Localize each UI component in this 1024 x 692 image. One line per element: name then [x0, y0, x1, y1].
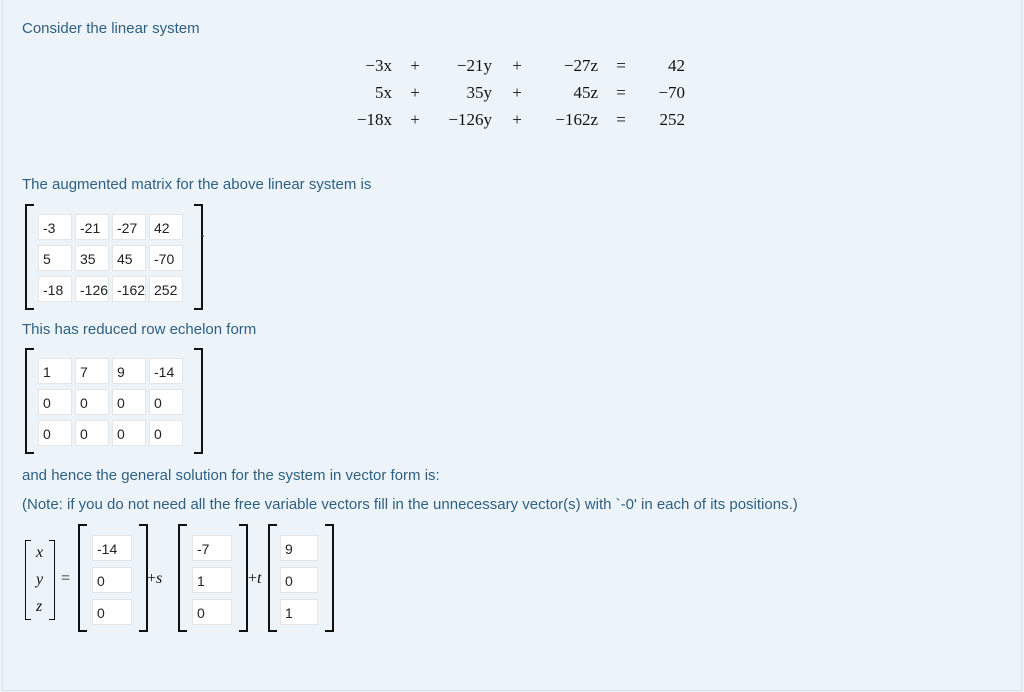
left-bracket: [25, 204, 34, 310]
right-bracket: [239, 524, 248, 632]
plus-t: +t: [248, 570, 262, 587]
rref-matrix-cell[interactable]: 0: [75, 420, 109, 446]
plus-sign: +: [410, 83, 420, 102]
equation-term: 5x: [375, 83, 392, 102]
equation-term: 252: [659, 110, 685, 129]
rref-matrix-cell[interactable]: 7: [75, 358, 109, 384]
rref-matrix: [25, 348, 203, 454]
particular-z-input[interactable]: 0: [92, 599, 132, 625]
rref-label: This has reduced row echelon form: [22, 321, 257, 338]
left-bracket: [25, 348, 34, 454]
augmented-matrix-cell[interactable]: 5: [38, 245, 72, 271]
s-y-input[interactable]: 1: [192, 567, 232, 593]
rref-matrix-cell[interactable]: 9: [112, 358, 146, 384]
equation-term: 35y: [466, 83, 492, 102]
t-vector: [268, 524, 334, 632]
plus-sign: +: [512, 110, 522, 129]
augmented-matrix-cell[interactable]: 42: [149, 214, 183, 240]
equation-term: −18x: [356, 110, 392, 129]
augmented-matrix-cell[interactable]: 45: [112, 245, 146, 271]
augmented-matrix-cell[interactable]: -126: [75, 276, 109, 302]
rref-matrix-cell[interactable]: 0: [112, 389, 146, 415]
var-x: x: [36, 544, 44, 561]
right-bracket: [49, 540, 55, 620]
equation-term: 45z: [573, 83, 598, 102]
equation-term: −21y: [456, 56, 492, 75]
augmented-matrix-cell[interactable]: -3: [38, 214, 72, 240]
s-z-input[interactable]: 0: [192, 599, 232, 625]
particular-vector: [78, 524, 148, 632]
augmented-matrix-cell[interactable]: -27: [112, 214, 146, 240]
left-bracket: [25, 540, 31, 620]
equation-term: 42: [668, 56, 685, 75]
augmented-matrix-cell[interactable]: -162: [112, 276, 146, 302]
rref-matrix-cell[interactable]: 0: [75, 389, 109, 415]
augmented-label: The augmented matrix for the above linear system is: [22, 176, 372, 193]
equation-term: −70: [658, 83, 685, 102]
augmented-matrix-cell[interactable]: 35: [75, 245, 109, 271]
rref-matrix-cell[interactable]: 0: [149, 420, 183, 446]
left-bracket: [178, 524, 187, 632]
equals-sign: =: [61, 570, 71, 587]
augmented-trailing-period: .: [201, 224, 206, 241]
rref-matrix-cell[interactable]: 0: [112, 420, 146, 446]
equation-term: −126y: [448, 110, 492, 129]
variable-vector: [25, 540, 55, 620]
linear-system: [340, 56, 690, 136]
particular-x-input[interactable]: -14: [92, 535, 132, 561]
right-bracket: [194, 348, 203, 454]
plus-sign: +: [512, 56, 522, 75]
t-x-input[interactable]: 9: [280, 535, 318, 561]
right-bracket: [325, 524, 334, 632]
plus-s: +s: [147, 570, 163, 587]
rref-matrix-cell[interactable]: 0: [149, 389, 183, 415]
augmented-matrix-cell[interactable]: -21: [75, 214, 109, 240]
var-z: z: [36, 598, 43, 615]
particular-y-input[interactable]: 0: [92, 567, 132, 593]
t-y-input[interactable]: 0: [280, 567, 318, 593]
solution-label: and hence the general solution for the system in vector form is:: [22, 467, 440, 484]
s-vector: [178, 524, 248, 632]
augmented-matrix-cell[interactable]: -18: [38, 276, 72, 302]
note-text: (Note: if you do not need all the free variable vectors fill in the unnecessary vector(s) with `-0' in each of its positions.): [22, 496, 798, 513]
left-bracket: [78, 524, 87, 632]
plus-sign: +: [512, 83, 522, 102]
s-x-input[interactable]: -7: [192, 535, 232, 561]
equals-sign: =: [616, 110, 626, 129]
augmented-matrix-cell[interactable]: 252: [149, 276, 183, 302]
augmented-matrix-cell[interactable]: -70: [149, 245, 183, 271]
plus-sign: +: [410, 56, 420, 75]
rref-matrix-cell[interactable]: 0: [38, 389, 72, 415]
t-z-input[interactable]: 1: [280, 599, 318, 625]
intro-text: Consider the linear system: [22, 20, 200, 37]
equation-term: −27z: [563, 56, 598, 75]
augmented-matrix: [25, 204, 206, 310]
var-y: y: [36, 571, 44, 588]
plus-sign: +: [410, 110, 420, 129]
right-bracket: [194, 204, 206, 310]
rref-matrix-cell[interactable]: 0: [38, 420, 72, 446]
rref-matrix-cell[interactable]: -14: [149, 358, 183, 384]
equals-sign: =: [616, 83, 626, 102]
equation-term: −162z: [555, 110, 598, 129]
rref-matrix-cell[interactable]: 1: [38, 358, 72, 384]
equals-sign: =: [616, 56, 626, 75]
equation-term: −3x: [365, 56, 392, 75]
left-bracket: [268, 524, 277, 632]
